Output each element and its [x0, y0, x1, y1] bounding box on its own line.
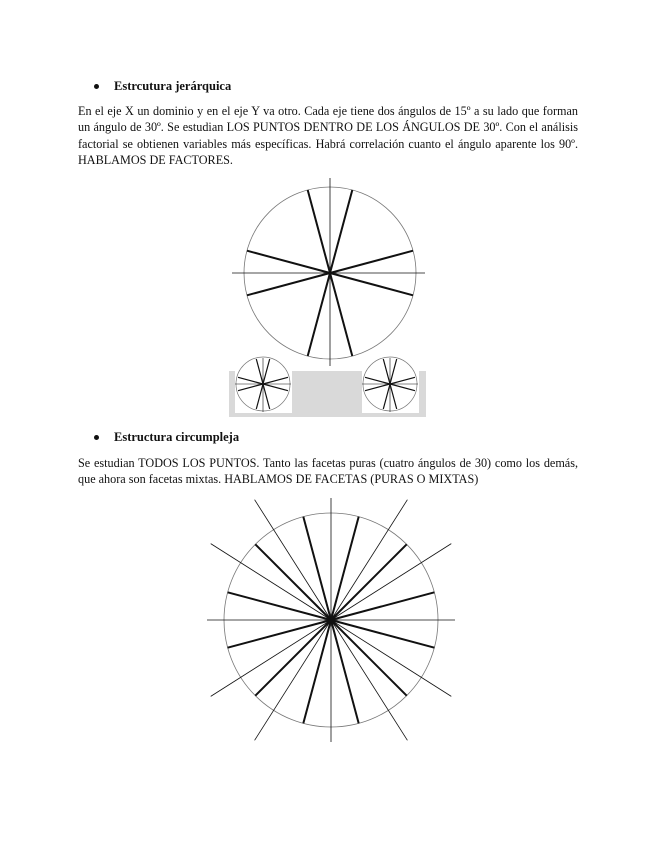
- factor-line: [308, 190, 330, 273]
- factor-line: [330, 273, 413, 295]
- factor-line: [330, 190, 352, 273]
- circumplex-structure-diagram: [207, 498, 455, 742]
- heading-text: Estrcutura jerárquica: [114, 79, 232, 93]
- factor-line: [247, 273, 330, 295]
- factor-line: [308, 273, 330, 356]
- factor-line: [330, 251, 413, 273]
- factor-line: [330, 273, 352, 356]
- bullet-icon: [94, 435, 99, 440]
- mini-diagrams-panel: [229, 357, 426, 417]
- factor-line: [247, 251, 330, 273]
- paragraph-circumplex: Se estudian TODOS LOS PUNTOS. Tanto las facetas puras (cuatro ángulos de 30) como los demás, que ahora son facetas mixtas. HABLAMOS DE FACETAS (PURAS O MIXTAS): [78, 456, 578, 487]
- section-heading-circumplex: [94, 430, 239, 445]
- paragraph-hierarchical: En el eje X un dominio y en el eje Y va otro. Cada eje tiene dos ángulos de 15º a su lado que forman un ángulo de 30º. Se estudian LOS PUNTOS DENTRO DE LOS ÁNGULOS DE 30º. Con el análisis factorial se obtienen variables más específicas. Habrá correlación cuanto el ángulo aparente los 90º. HABLAMOS DE FACTORES.: [78, 104, 578, 167]
- heading-text: Estructura circumpleja: [114, 430, 240, 444]
- hierarchical-structure-diagram: [232, 178, 425, 366]
